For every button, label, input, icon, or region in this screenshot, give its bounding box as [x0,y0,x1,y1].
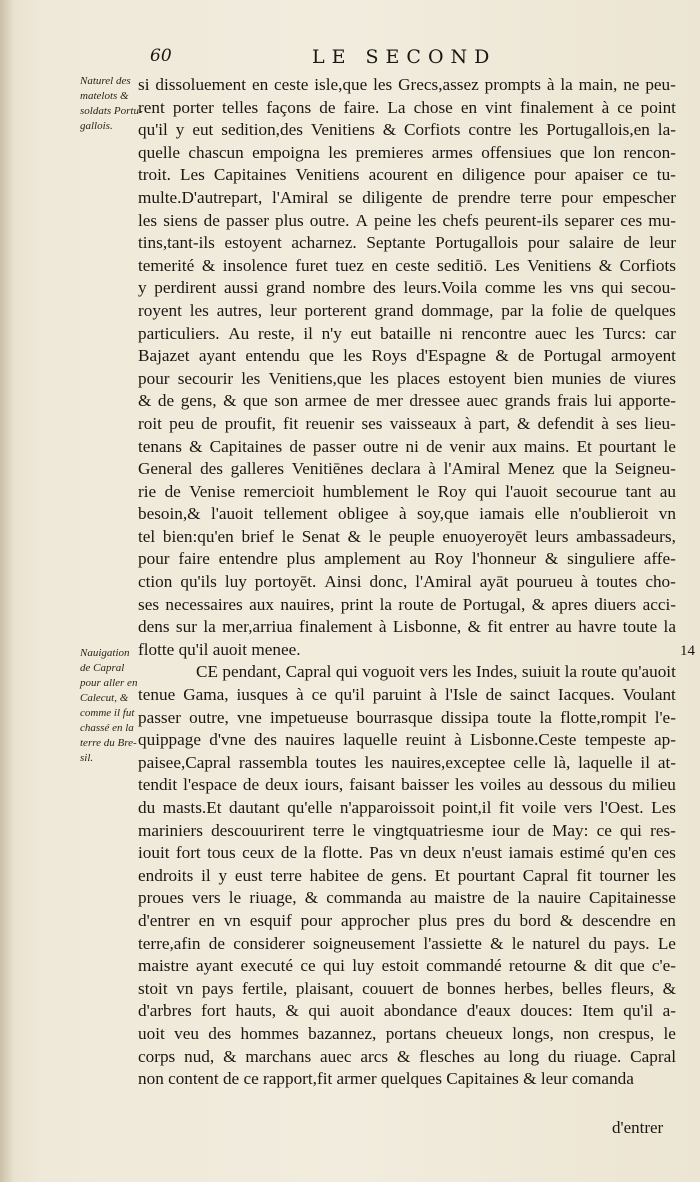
text-line: ses necessaires aux nauires, print la route de Portugal, & apres diuers acci- [138,594,676,614]
text-line: Bajazet ayant entendu que les Roys d'Espagne & de Portugal armoyent [138,346,676,366]
text-line: ction qu'ils luy portoyēt. Ainsi donc, l'Amiral ayāt pourueu à toutes cho- [138,572,676,592]
text-line: General des galleres Venitiēnes declara à l'Amiral Menez que la Seigneu- [138,459,676,479]
text-line: maistre ayant executé ce qui luy estoit commandé retourne & dit que c'e- [138,956,676,976]
text-line: troit. Les Capitaines Venitiens acourent en diligence pour apaiser ce tu- [138,165,676,185]
text-line: non content de ce rapport,fit armer quelques Capitaines & leur comanda [138,1069,634,1089]
running-title: LE SECOND [312,46,497,68]
text-line: quelle chascun empoigna les premieres armes offensiues que lon rencon- [138,142,676,162]
text-line: d'arbres fort hauts, & qui auoit abondance d'eaux douces: Item qu'il a- [138,1001,676,1021]
text-line: terre,afin de considerer soigneusement l'assiette & le naturel du pays. Le [138,933,676,953]
text-line: stoit vn pays fertile, plaisant, couuert de bonnes herbes, belles fleurs, & [138,978,676,998]
text-line: uoit veu des hommes bazannez, portans cheueux longs, non crespus, le [138,1023,676,1043]
margin-note-line: de Capral [80,662,125,674]
text-line: particuliers. Au reste, il n'y eut bataille ni rencontre auec les Turcs: car [138,323,676,343]
margin-note-line: soldats Portu- [80,105,143,117]
margin-note-line: sil. [80,752,94,764]
margin-note-line: comme il fut [80,707,135,719]
text-line: tins,tant-ils estoyent acharnez. Septante Portugallois pour salaire de leur [138,233,676,253]
margin-note-line: pour aller en [80,677,138,689]
text-line: dens sur la mer,arriua finalement à Lisbonne, & fit entrer au havre toute la [138,617,676,637]
text-line: qu'il y eut sedition,des Venitiens & Corfiots contre les Portugallois,en la- [138,120,676,140]
margin-note-line: chassé en la [80,722,134,734]
text-line: corps nud, & marchans auec arcs & flesches au long du riuage. Capral [138,1046,676,1066]
text-line: rie de Venise remercioit humblement le Roy qui l'auoit secourue tant au [138,481,676,501]
text-line: mariniers descouurirent terre le vingtquatriesme iour de May: ce qui res- [138,820,676,840]
text-line: temerité & insolence furet tuez en ceste seditiō. Les Venitiens & Corfiots [138,255,676,275]
body-text [138,74,676,1091]
text-line: CE pendant, Capral qui voguoit vers les Indes, suiuit la route qu'auoit [196,662,676,682]
catchword: d'entrer [612,1118,664,1137]
text-line: flotte qu'il auoit menee. [138,639,301,659]
text-line: pour secourir les Venitiens,que les places estoyent bien munies de viures [138,368,676,388]
text-line: tenue Gama, iusques à ce qu'il paruint à l'Isle de sainct Iacques. Voulant [138,685,676,705]
text-line: paisee,Capral rassembla toutes les nauires,exceptee celle là, laquelle il at- [138,752,676,772]
text-line: les siens de passer plus outre. A peine les chefs peurent-ils separer ces mu- [138,210,676,230]
text-line: pour faire entendre plus amplement au Roy l'honneur & singuliere affe- [138,549,676,569]
text-line: du masts.Et dautant qu'elle n'apparoissoit point,il fit voile vers l'Oest. Les [138,798,676,817]
text-line: royent les autres, leur porterent grand dommage, par la folie de quelques [138,300,676,320]
margin-note-line: Calecut, & [80,692,129,704]
margin-note-line: matelots & [80,90,129,102]
running-head [0,46,700,70]
margin-note-line: gallois. [80,120,113,132]
text-line: tel bien:qu'en brief le Senat & le peuple enuoyeroyēt leurs ambassadeurs, [138,526,676,546]
text-line: roit peu de proufit, fit reuenir ses vaisseaux à part, & defendit à ses lieu- [138,413,676,433]
text-line: passer outre, vne impetueuse bourrasque dissipa toute la flotte,rompit l'e- [138,707,676,727]
text-line: proues vers le riuage, & commanda au maistre de la nauire Capitainesse [138,888,676,908]
text-line: endroits il y eust terre habitee de gens. Et pourtant Capral fit tourner les [138,865,676,885]
text-line: multe.D'autrepart, l'Amiral se diligente de prendre terre pour empescher [138,187,676,207]
side-number: 14 [680,643,695,659]
text-line: tendit l'espace de deux iours, faisant baisser les voiles au dessous du milieu [138,775,676,795]
text-line: & de gens, & que son armee de mer dressee auec grands frais lui apporte- [138,391,676,411]
text-line: tenans & Capitaines de passer outre ni de venir aux mains. Et pourtant le [138,436,676,456]
text-line: quippage d'vne des nauires laquelle reuint à Lisbonne.Ceste tempeste ap- [138,730,676,750]
text-line: y perdirent aussi grand nombre des leurs.Voila comme les vns qui secou- [138,278,676,298]
gutter-shadow [0,0,14,1182]
text-line: besoin,& l'auoit tellement obligee à soy,que iamais elle n'oublieroit vn [138,504,676,524]
text-line: rent porter telles façons de faire. La chose en vint finalement à ce point [138,97,676,117]
text-line: si dissoluement en ceste isle,que les Grecs,assez prompts à la main, ne peu- [138,75,676,94]
margin-note-line: Naturel des [80,75,131,87]
page-number: 60 [150,46,172,66]
text-line: d'entrer en vn esquif pour approcher plus pres du bord & descendre en [138,910,676,930]
text-line: iouit fort tous ceux de la flotte. Pas vn deux n'eust iamais estimé qu'en ces [138,843,676,863]
margin-note-line: terre du Bre- [80,737,137,749]
margin-note-line: Nauigation [80,647,130,659]
